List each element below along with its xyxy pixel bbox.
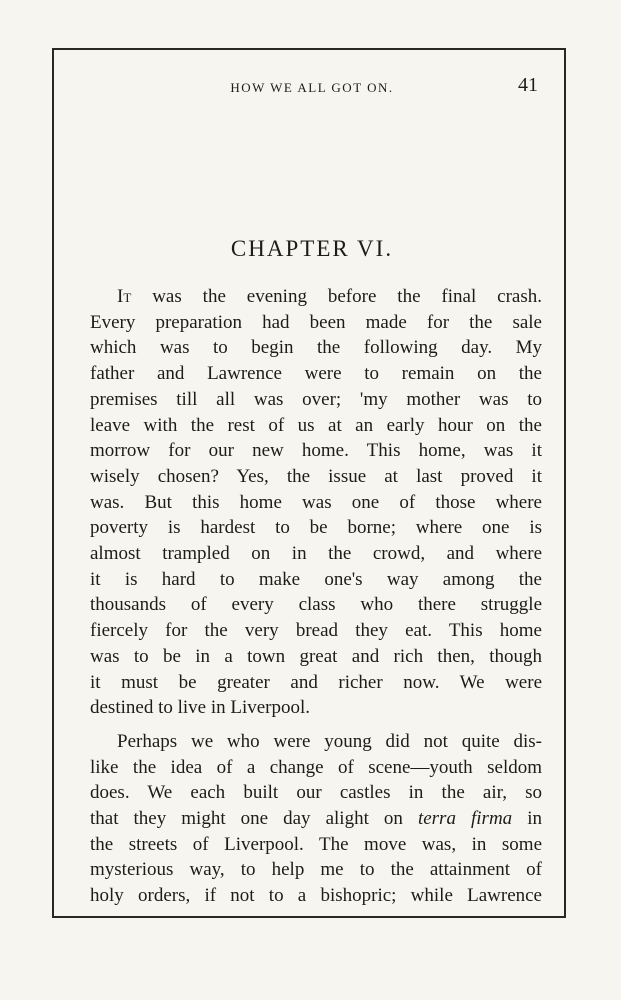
text-line: was. But this home was one of those where	[90, 491, 542, 513]
text-line: leave with the rest of us at an early hour on the	[90, 414, 542, 436]
text-line: almost trampled on in the crowd, and where	[90, 543, 542, 565]
text-segment: that they might one day alight on	[90, 808, 403, 830]
chapter-title: CHAPTER VI.	[230, 236, 394, 261]
italic-phrase: terra firma	[417, 808, 513, 830]
text-line: mysterious way, to help me to the attainment of	[90, 859, 542, 881]
text-line	[90, 284, 542, 310]
text-line: destined to live in Liverpool.	[90, 697, 311, 719]
dropcap-word: It	[117, 286, 132, 307]
text-line	[90, 806, 542, 832]
paragraph-1	[90, 284, 542, 721]
text-line: poverty is hardest to be borne; where one is	[90, 517, 542, 539]
text-line: fiercely for the very bread they eat. This home	[90, 620, 542, 642]
text-line: Perhaps we who were young did not quite dis-	[117, 730, 542, 752]
page-header	[86, 74, 538, 100]
body-text	[90, 284, 542, 909]
running-head: HOW WE ALL GOT ON.	[230, 80, 394, 95]
text-line: was to be in a town great and rich then, though	[90, 645, 542, 667]
text-line: like the idea of a change of scene—youth seldom	[90, 756, 542, 778]
text-line: thousands of every class who there struggle	[90, 594, 542, 616]
text-line: premises till all was over; 'my mother was to	[90, 388, 542, 410]
text-segment: in	[527, 808, 542, 830]
text-line: Every preparation had been made for the sale	[90, 311, 542, 333]
text-line: does. We each built our castles in the air, so	[90, 782, 542, 804]
paragraph-2	[90, 729, 542, 909]
page-number: 41	[518, 74, 538, 96]
text-line: holy orders, if not to a bishopric; while Lawrence	[90, 885, 542, 907]
text-line: it is hard to make one's way among the	[90, 568, 542, 590]
text-line: wisely chosen? Yes, the issue at last proved it	[90, 465, 542, 487]
text-segment: was the evening before the final crash.	[152, 286, 543, 307]
text-line: father and Lawrence were to remain on the	[90, 363, 542, 385]
text-line: the streets of Liverpool. The move was, in some	[90, 833, 542, 855]
text-line: which was to begin the following day. My	[90, 337, 542, 359]
text-line: morrow for our new home. This home, was it	[90, 440, 542, 462]
text-line: it must be greater and richer now. We were	[90, 671, 542, 693]
